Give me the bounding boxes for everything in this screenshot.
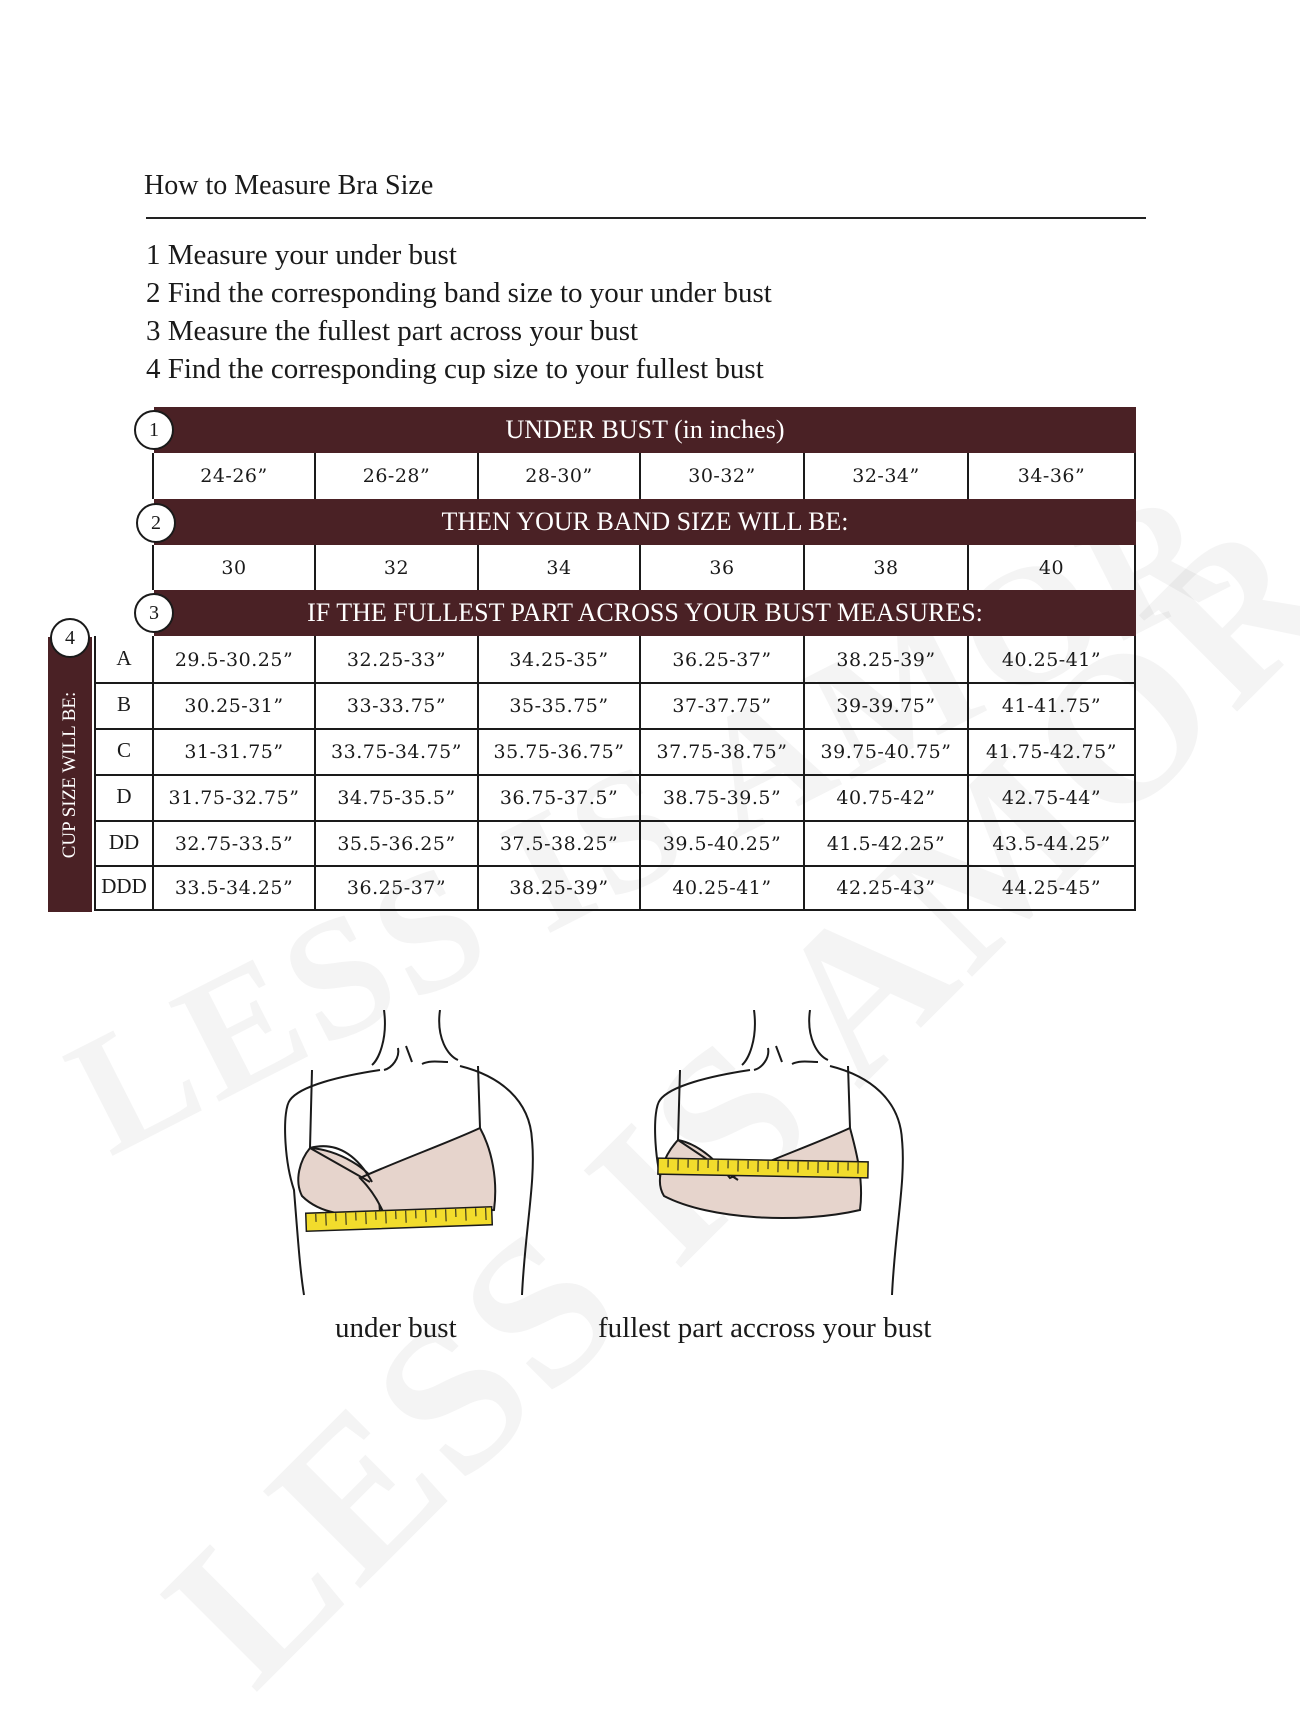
bust-range-cell: 38.75-39.5” [641, 775, 805, 821]
bust-range-cell: 38.25-39” [805, 636, 969, 683]
band-size-header: THEN YOUR BAND SIZE WILL BE: [154, 499, 1136, 545]
bust-range-cell: 40.25-41” [969, 636, 1136, 683]
under-bust-cell: 26-28” [316, 453, 479, 499]
cup-letter: DD [108, 829, 140, 854]
bust-range-cell: 33.5-34.25” [154, 866, 316, 910]
bust-range-cell: 35-35.75” [479, 683, 641, 729]
cup-letter: C [116, 738, 131, 762]
cup-letter: A [116, 645, 132, 670]
under-bust-cell: 30-32” [641, 453, 805, 499]
grid-line [94, 636, 96, 910]
under-bust-caption: under bust [335, 1312, 457, 1344]
instruction-list [146, 236, 772, 388]
cup-letter: B [116, 692, 131, 716]
cup-letter: D [116, 784, 132, 808]
bust-range-cell: 31-31.75” [154, 729, 316, 775]
page-title: How to Measure Bra Size [144, 170, 434, 201]
bust-range-cell: 29.5-30.25” [154, 636, 316, 683]
bust-range-cell: 42.75-44” [969, 775, 1136, 821]
bust-range-cell: 37.75-38.75” [641, 729, 805, 775]
grid-line [152, 545, 154, 590]
bust-range-cell: 37.5-38.25” [479, 821, 641, 866]
bust-range-cell: 41-41.75” [969, 683, 1136, 729]
under-bust-cell: 34-36” [969, 453, 1136, 499]
instruction-step-2: 2 Find the corresponding band size to your under bust [146, 277, 772, 309]
band-size-cell: 38 [805, 545, 969, 590]
under-bust-cell: 24-26” [154, 453, 316, 499]
bust-range-cell: 41.5-42.25” [805, 821, 969, 866]
bust-range-cell: 42.25-43” [805, 866, 969, 910]
band-size-cell: 36 [641, 545, 805, 590]
bust-range-cell: 36.25-37” [641, 636, 805, 683]
step-number-4: 4 [50, 618, 90, 658]
cup-size-label: CUP SIZE WILL BE: [59, 691, 80, 859]
bust-range-cell: 41.75-42.75” [969, 729, 1136, 775]
under-bust-illustration [280, 1010, 540, 1300]
instruction-step-3: 3 Measure the fullest part across your bust [146, 315, 639, 347]
instruction-step-4: 4 Find the corresponding cup size to your fullest bust [146, 353, 764, 385]
bust-range-cell: 34.25-35” [479, 636, 641, 683]
fullest-bust-header: IF THE FULLEST PART ACROSS YOUR BUST MEASURES: [154, 590, 1136, 636]
band-size-cell: 32 [316, 545, 479, 590]
bust-range-cell: 43.5-44.25” [969, 821, 1136, 866]
under-bust-cell: 28-30” [479, 453, 641, 499]
under-bust-header: UNDER BUST (in inches) [154, 407, 1136, 453]
band-size-cell: 40 [969, 545, 1136, 590]
step-number-2: 2 [136, 503, 176, 543]
band-size-cell: 34 [479, 545, 641, 590]
bust-range-cell: 44.25-45” [969, 866, 1136, 910]
row-divider [94, 909, 1136, 911]
bust-range-cell: 30.25-31” [154, 683, 316, 729]
tape-measure-fullest [658, 1158, 868, 1178]
band-size-cell: 30 [154, 545, 316, 590]
grid-line [152, 453, 154, 499]
bust-range-cell: 31.75-32.75” [154, 775, 316, 821]
fullest-bust-caption: fullest part accross your bust [598, 1312, 932, 1344]
bust-range-cell: 40.75-42” [805, 775, 969, 821]
bust-range-cell: 40.25-41” [641, 866, 805, 910]
cup-letter: DDD [101, 874, 147, 898]
bust-range-cell: 36.25-37” [316, 866, 479, 910]
step-number-3: 3 [134, 593, 174, 633]
title-divider [146, 217, 1146, 219]
instruction-step-1: 1 Measure your under bust [146, 239, 457, 271]
bust-range-cell: 33.75-34.75” [316, 729, 479, 775]
bust-range-cell: 35.5-36.25” [316, 821, 479, 866]
bust-range-cell: 35.75-36.75” [479, 729, 641, 775]
under-bust-cell: 32-34” [805, 453, 969, 499]
step-number-1: 1 [134, 410, 174, 450]
bust-range-cell: 39.5-40.25” [641, 821, 805, 866]
fullest-bust-illustration [650, 1010, 910, 1300]
bust-range-cell: 39.75-40.75” [805, 729, 969, 775]
bust-range-cell: 36.75-37.5” [479, 775, 641, 821]
bust-range-cell: 32.75-33.5” [154, 821, 316, 866]
bust-range-cell: 39-39.75” [805, 683, 969, 729]
bust-range-cell: 37-37.75” [641, 683, 805, 729]
bust-range-cell: 33-33.75” [316, 683, 479, 729]
bust-range-cell: 38.25-39” [479, 866, 641, 910]
grid-line [152, 636, 154, 910]
bra-right-cup [360, 1128, 495, 1214]
bust-range-cell: 34.75-35.5” [316, 775, 479, 821]
bust-range-cell: 32.25-33” [316, 636, 479, 683]
